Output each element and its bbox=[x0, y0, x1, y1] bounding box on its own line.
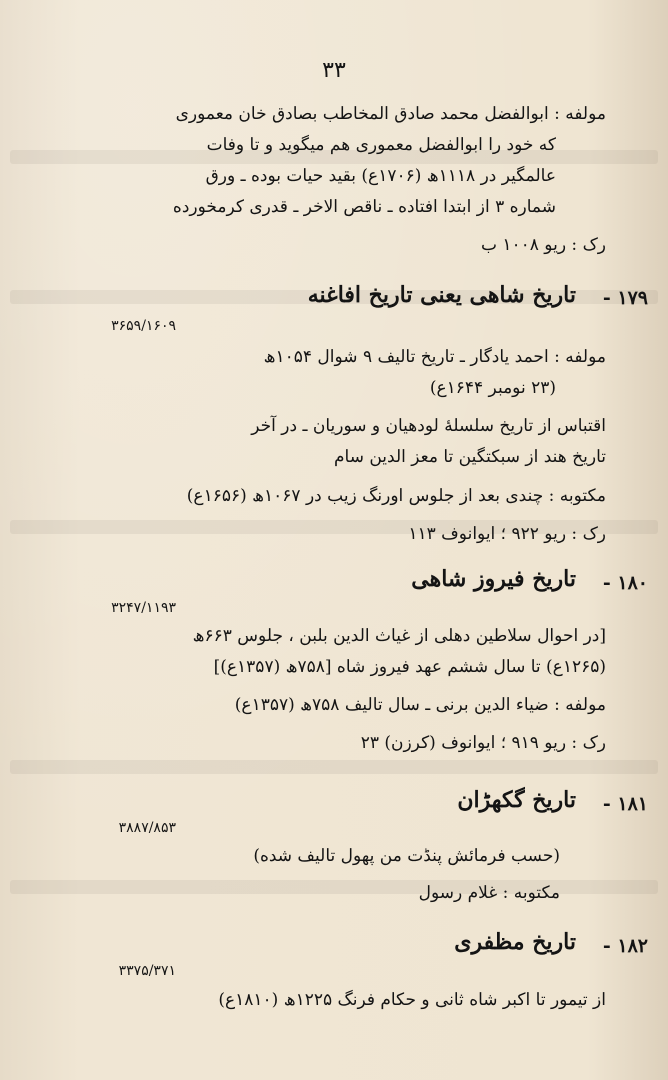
show-through-mark bbox=[10, 880, 658, 894]
show-through-mark bbox=[10, 760, 658, 774]
text-line: مولفه : ضیاء الدین برنی ـ سال تالیف ۷۵۸ھ (۱۳۵۷ع) bbox=[234, 695, 606, 715]
entry-number: ۱۸۱ - bbox=[602, 793, 648, 815]
entry-number: ۱۸۰ - bbox=[602, 572, 648, 594]
entry-title: تاریخ مظفری bbox=[454, 929, 576, 955]
text-line: از تیمور تا اکبر شاه ثانی و حکام فرنگ ۱۲۲۵ھ (۱۸۱۰ع) bbox=[218, 990, 606, 1010]
entry-title: تاریخ شاهی یعنی تاریخ افاغنه bbox=[307, 282, 576, 308]
page-number: ۳۳ bbox=[322, 58, 346, 83]
text-line: مکتوبه : غلام رسول bbox=[418, 883, 560, 903]
text-line: اقتباس از تاریخ سلسلهٔ لودهیان و سوریان ـ در آخر bbox=[251, 416, 606, 436]
entry-reference: ۳۳۷۵/۳۷۱ bbox=[118, 963, 176, 979]
entry-title: تاریخ گکهڑان bbox=[457, 787, 576, 813]
text-line: که خود را ابوالفضل معموری هم میگوید و تا وفات bbox=[206, 135, 556, 155]
text-line: مکتوبه : چندی بعد از جلوس اورنگ زیب در ۱۰۶۷ھ (۱۶۵۶ع) bbox=[186, 486, 606, 506]
entry-title: تاریخ فیروز شاهی bbox=[411, 566, 576, 592]
entry-reference: ۳۶۵۹/۱۶۰۹ bbox=[111, 318, 176, 334]
entry-reference: ۳۲۴۷/۱۱۹۳ bbox=[111, 600, 176, 616]
entry-number: ۱۸۲ - bbox=[602, 935, 648, 957]
text-line: (۱۲۶۵ع) تا سال ششم عهد فیروز شاه [۷۵۸ھ (۱۳۵۷ع)] bbox=[213, 657, 606, 677]
text-line: رک : ریو ۱۰۰۸ ب bbox=[480, 235, 606, 255]
text-line: شماره ۳ از ابتدا افتاده ـ ناقص الاخر ـ قدری کرمخورده bbox=[172, 197, 556, 217]
entry-reference: ۳۸۸۷/۸۵۳ bbox=[118, 820, 176, 836]
text-line: رک : ریو ۹۱۹ ؛ ایوانوف (کرزن) ۲۳ bbox=[360, 733, 606, 753]
text-line: تاریخ هند از سبکتگین تا معز الدین سام bbox=[334, 447, 606, 467]
entry-number: ۱۷۹ - bbox=[602, 287, 648, 309]
text-line: مولفه : ابوالفضل محمد صادق المخاطب بصادق خان معموری bbox=[175, 104, 606, 124]
text-line: (حسب فرمائش پنڈت من پهول تالیف شده) bbox=[253, 846, 560, 866]
text-line: عالمگیر در ۱۱۱۸ھ (۱۷۰۶ع) بقید حیات بوده ـ ورق bbox=[205, 166, 556, 186]
text-line: رک : ریو ۹۲۲ ؛ ایوانوف ۱۱۳ bbox=[408, 524, 606, 544]
text-line: [در احوال سلاطین دهلی از غیاث الدین بلبن ، جلوس ۶۶۳ھ bbox=[192, 626, 606, 646]
text-line: مولفه : احمد یادگار ـ تاریخ تالیف ۹ شوال ۱۰۵۴ھ bbox=[263, 347, 606, 367]
text-line: (۲۳ نومبر ۱۶۴۴ع) bbox=[429, 378, 556, 398]
